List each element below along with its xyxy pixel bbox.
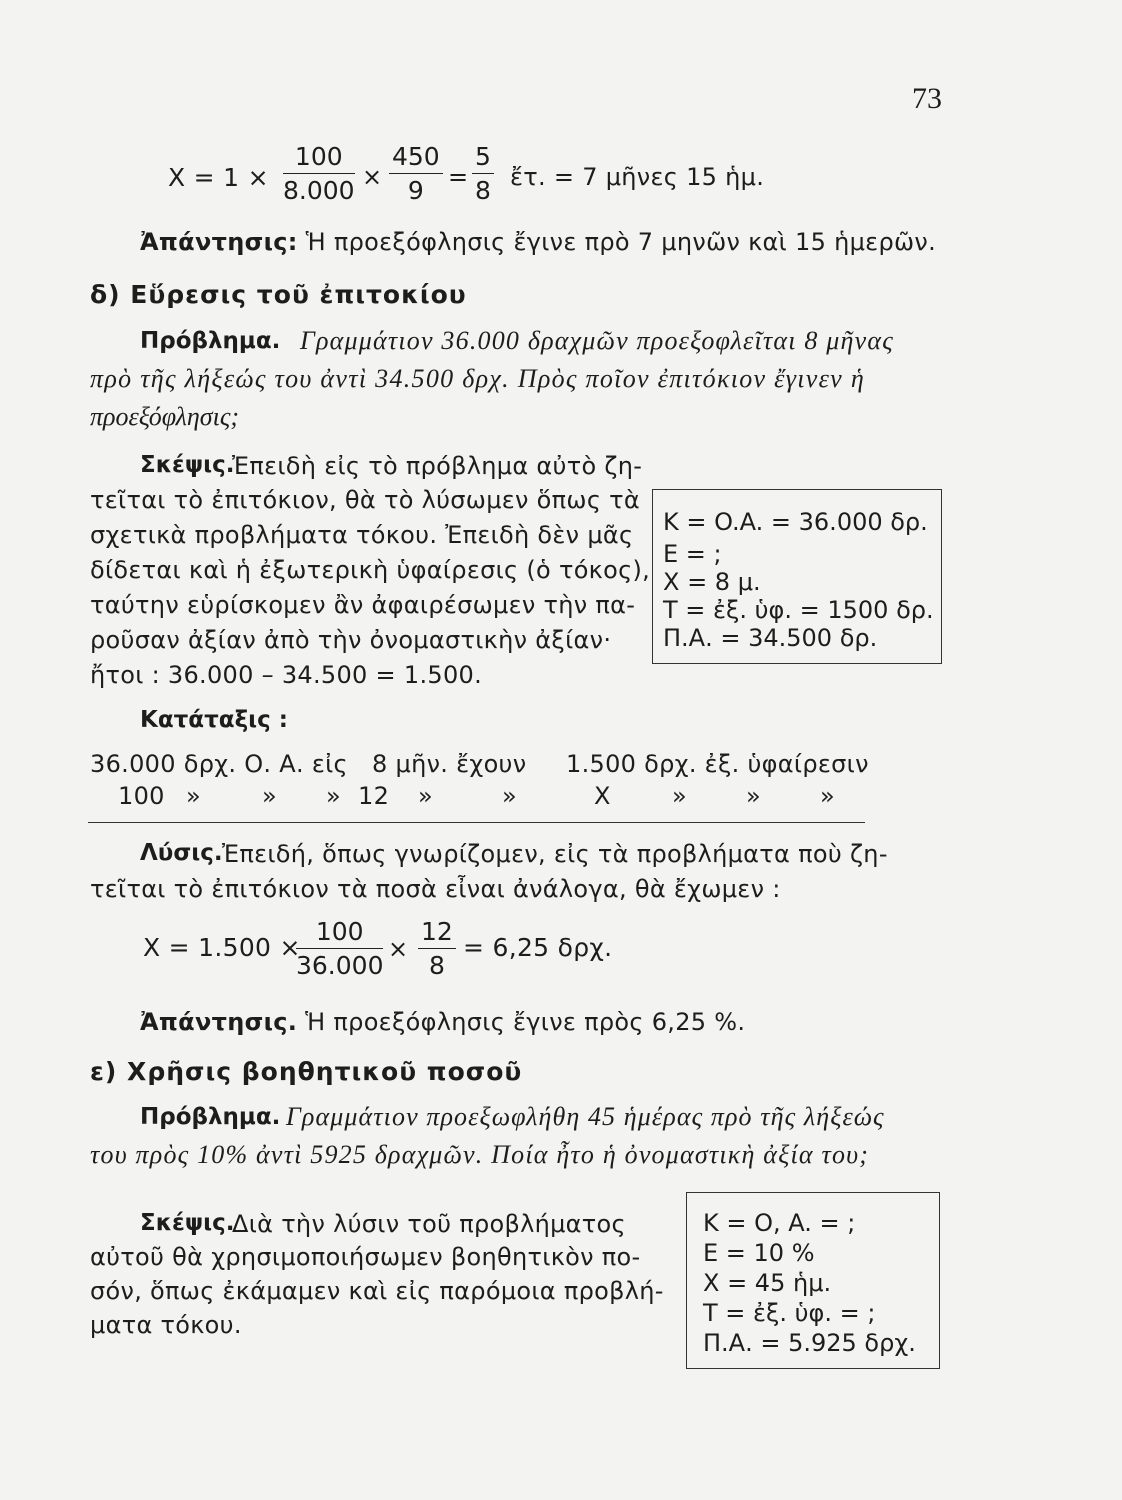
eq1-frac2-num: 450: [389, 142, 443, 174]
page-number: 73: [912, 82, 942, 115]
thought-e-label: Σκέψις.: [140, 1210, 235, 1236]
problem-e-line-1: Γραμμάτιον προεξωφλήθη 45 ἡμέρας πρὸ τῆς λήξεώς: [286, 1102, 885, 1131]
answer-2: [140, 1008, 745, 1036]
eq2-lhs: X = 1.500 ×: [143, 933, 301, 962]
problem-d-line-3: προεξόφλησις;: [90, 402, 240, 431]
eq1-fraction-1: [283, 142, 355, 205]
eq1-times: ×: [362, 163, 383, 191]
arrangement-row-2-cell-6: »: [418, 782, 433, 810]
thought-d-line-3: σχετικὰ προβλήματα τόκου. Ἐπειδὴ δὲν μᾶς: [90, 521, 634, 549]
box-d-line-2: E = ;: [663, 540, 722, 568]
solution-d-line-2: τεῖται τὸ ἐπιτόκιον τὰ ποσὰ εἶναι ἀνάλογα, θὰ ἔχωμεν :: [90, 875, 781, 903]
eq1-frac1-den: 8.000: [283, 176, 355, 205]
arrangement-row-2-cell-2: »: [186, 782, 201, 810]
thought-e-line-1: Διὰ τὴν λύσιν τοῦ προβλήματος: [232, 1210, 626, 1238]
eq1-lhs: X = 1 ×: [168, 163, 269, 192]
thought-d-line-2: τεῖται τὸ ἐπιτόκιον, θὰ τὸ λύσωμεν ὅπως τὰ: [90, 486, 640, 514]
thought-d-line-6: ροῦσαν ἀξίαν ἀπὸ τὴν ὀνομαστικὴν ἀξίαν·: [90, 626, 612, 654]
answer-2-text: Ἡ προεξόφλησις ἔγινε πρὸς 6,25 %.: [305, 1008, 746, 1036]
thought-e-line-3: σόν, ὅπως ἐκάμαμεν καὶ εἰς παρόμοια προβλή-: [90, 1277, 664, 1305]
box-d-line-1: K = O.A. = 36.000 δρ.: [663, 508, 928, 536]
arrangement-row-1-cell-2: 8 μῆν. ἔχουν: [372, 750, 527, 778]
eq2-frac2-den: 8: [428, 951, 445, 980]
given-values-box-d: [652, 489, 942, 664]
eq1-fraction-2: [389, 142, 443, 205]
arrangement-row-2-cell-1: 100: [118, 782, 165, 810]
solution-d-line-1: Ἐπειδή, ὅπως γνωρίζομεν, εἰς τὰ προβλήματα ποὺ ζη-: [222, 840, 888, 868]
thought-d-line-5: ταύτην εὑρίσκομεν ἂν ἀφαιρέσωμεν τὴν πα-: [90, 591, 636, 619]
arrangement-row-2-cell-3: »: [262, 782, 277, 810]
given-values-box-e: [686, 1192, 940, 1369]
arrangement-divider: [88, 822, 865, 823]
eq2-frac1-den: 36.000: [296, 951, 384, 980]
eq1-frac3-num: 5: [472, 142, 494, 174]
box-e-line-2: E = 10 %: [703, 1239, 815, 1267]
eq2-fraction-1: [296, 917, 383, 980]
thought-d-line-7: ἤτοι : 36.000 – 34.500 = 1.500.: [90, 661, 483, 689]
arrangement-row-2-cell-4: »: [326, 782, 341, 810]
thought-d-label: Σκέψις.: [140, 452, 235, 478]
answer-1-label: Ἀπάντησις:: [140, 228, 298, 256]
answer-1: [140, 228, 936, 256]
eq1-fraction-3: [472, 142, 494, 205]
answer-2-label: Ἀπάντησις.: [140, 1008, 298, 1036]
thought-d-line-4: δίδεται καὶ ἡ ἐξωτερικὴ ὑφαίρεσις (ὁ τόκος),: [90, 556, 651, 584]
answer-1-text: Ἡ προεξόφλησις ἔγινε πρὸ 7 μηνῶν καὶ 15 ἡμερῶν.: [305, 228, 937, 256]
arrangement-row-2-cell-10: »: [746, 782, 761, 810]
thought-d-line-1: Ἐπειδὴ εἰς τὸ πρόβλημα αὐτὸ ζη-: [232, 452, 643, 480]
arrangement-row-2-cell-11: »: [820, 782, 835, 810]
box-d-line-5: Π.Α. = 34.500 δρ.: [663, 624, 878, 652]
arrangement-row-1-cell-1: 36.000 δρχ. Ο. Α. εἰς: [90, 750, 348, 778]
eq1-frac2-den: 9: [407, 176, 424, 205]
box-e-line-3: X = 45 ἡμ.: [703, 1269, 832, 1297]
arrangement-row-2-cell-9: »: [672, 782, 687, 810]
arrangement-row-2-cell-5: 12: [358, 782, 390, 810]
problem-e-label: Πρόβλημα.: [140, 1104, 281, 1130]
box-d-line-4: T = ἐξ. ὑφ. = 1500 δρ.: [663, 596, 934, 624]
eq2-times: ×: [388, 935, 409, 963]
arrangement-row-2-cell-7: »: [502, 782, 517, 810]
problem-d-label: Πρόβλημα.: [140, 328, 281, 354]
box-e-line-1: K = O, A. = ;: [703, 1209, 856, 1237]
problem-d-line-1: Γραμμάτιον 36.000 δραχμῶν προεξοφλεῖται 8 μῆνας: [300, 326, 894, 355]
eq1-equals: =: [448, 163, 469, 191]
arrangement-row-1-cell-3: 1.500 δρχ. ἐξ. ὑφαίρεσιν: [566, 750, 869, 778]
box-d-line-3: X = 8 μ.: [663, 568, 761, 596]
eq2-frac2-num: 12: [418, 917, 456, 949]
arrangement-label: Κατάταξις :: [140, 707, 288, 733]
box-e-line-4: T = ἐξ. ὑφ. = ;: [703, 1299, 876, 1327]
eq2-tail: = 6,25 δρχ.: [463, 933, 613, 962]
problem-e-line-2: του πρὸς 10% ἀντὶ 5925 δραχμῶν. Ποία ἦτο ἡ ὀνομαστικὴ ἀξία του;: [90, 1140, 870, 1169]
box-e-line-5: Π.Α. = 5.925 δρχ.: [703, 1329, 916, 1357]
eq2-fraction-2: [418, 917, 456, 980]
eq2-frac1-num: 100: [296, 917, 383, 949]
section-e-heading: ε) Χρῆσις βοηθητικοῦ ποσοῦ: [90, 1057, 523, 1086]
eq1-frac3-den: 8: [475, 176, 491, 205]
problem-d-line-2: πρὸ τῆς λήξεώς του ἀντὶ 34.500 δρχ. Πρὸς ποῖον ἐπιτόκιον ἔγινεν ἡ: [90, 364, 866, 393]
arrangement-row-2-cell-8: X: [594, 782, 611, 810]
thought-e-line-2: αὐτοῦ θὰ χρησιμοποιήσωμεν βοηθητικὸν πο-: [90, 1243, 641, 1271]
solution-d-label: Λύσις.: [140, 840, 223, 866]
thought-e-line-4: ματα τόκου.: [90, 1311, 242, 1339]
eq1-tail: ἔτ. = 7 μῆνες 15 ἡμ.: [510, 163, 765, 191]
section-d-heading: δ) Εὕρεσις τοῦ ἐπιτοκίου: [90, 280, 467, 309]
eq1-frac1-num: 100: [283, 142, 355, 174]
